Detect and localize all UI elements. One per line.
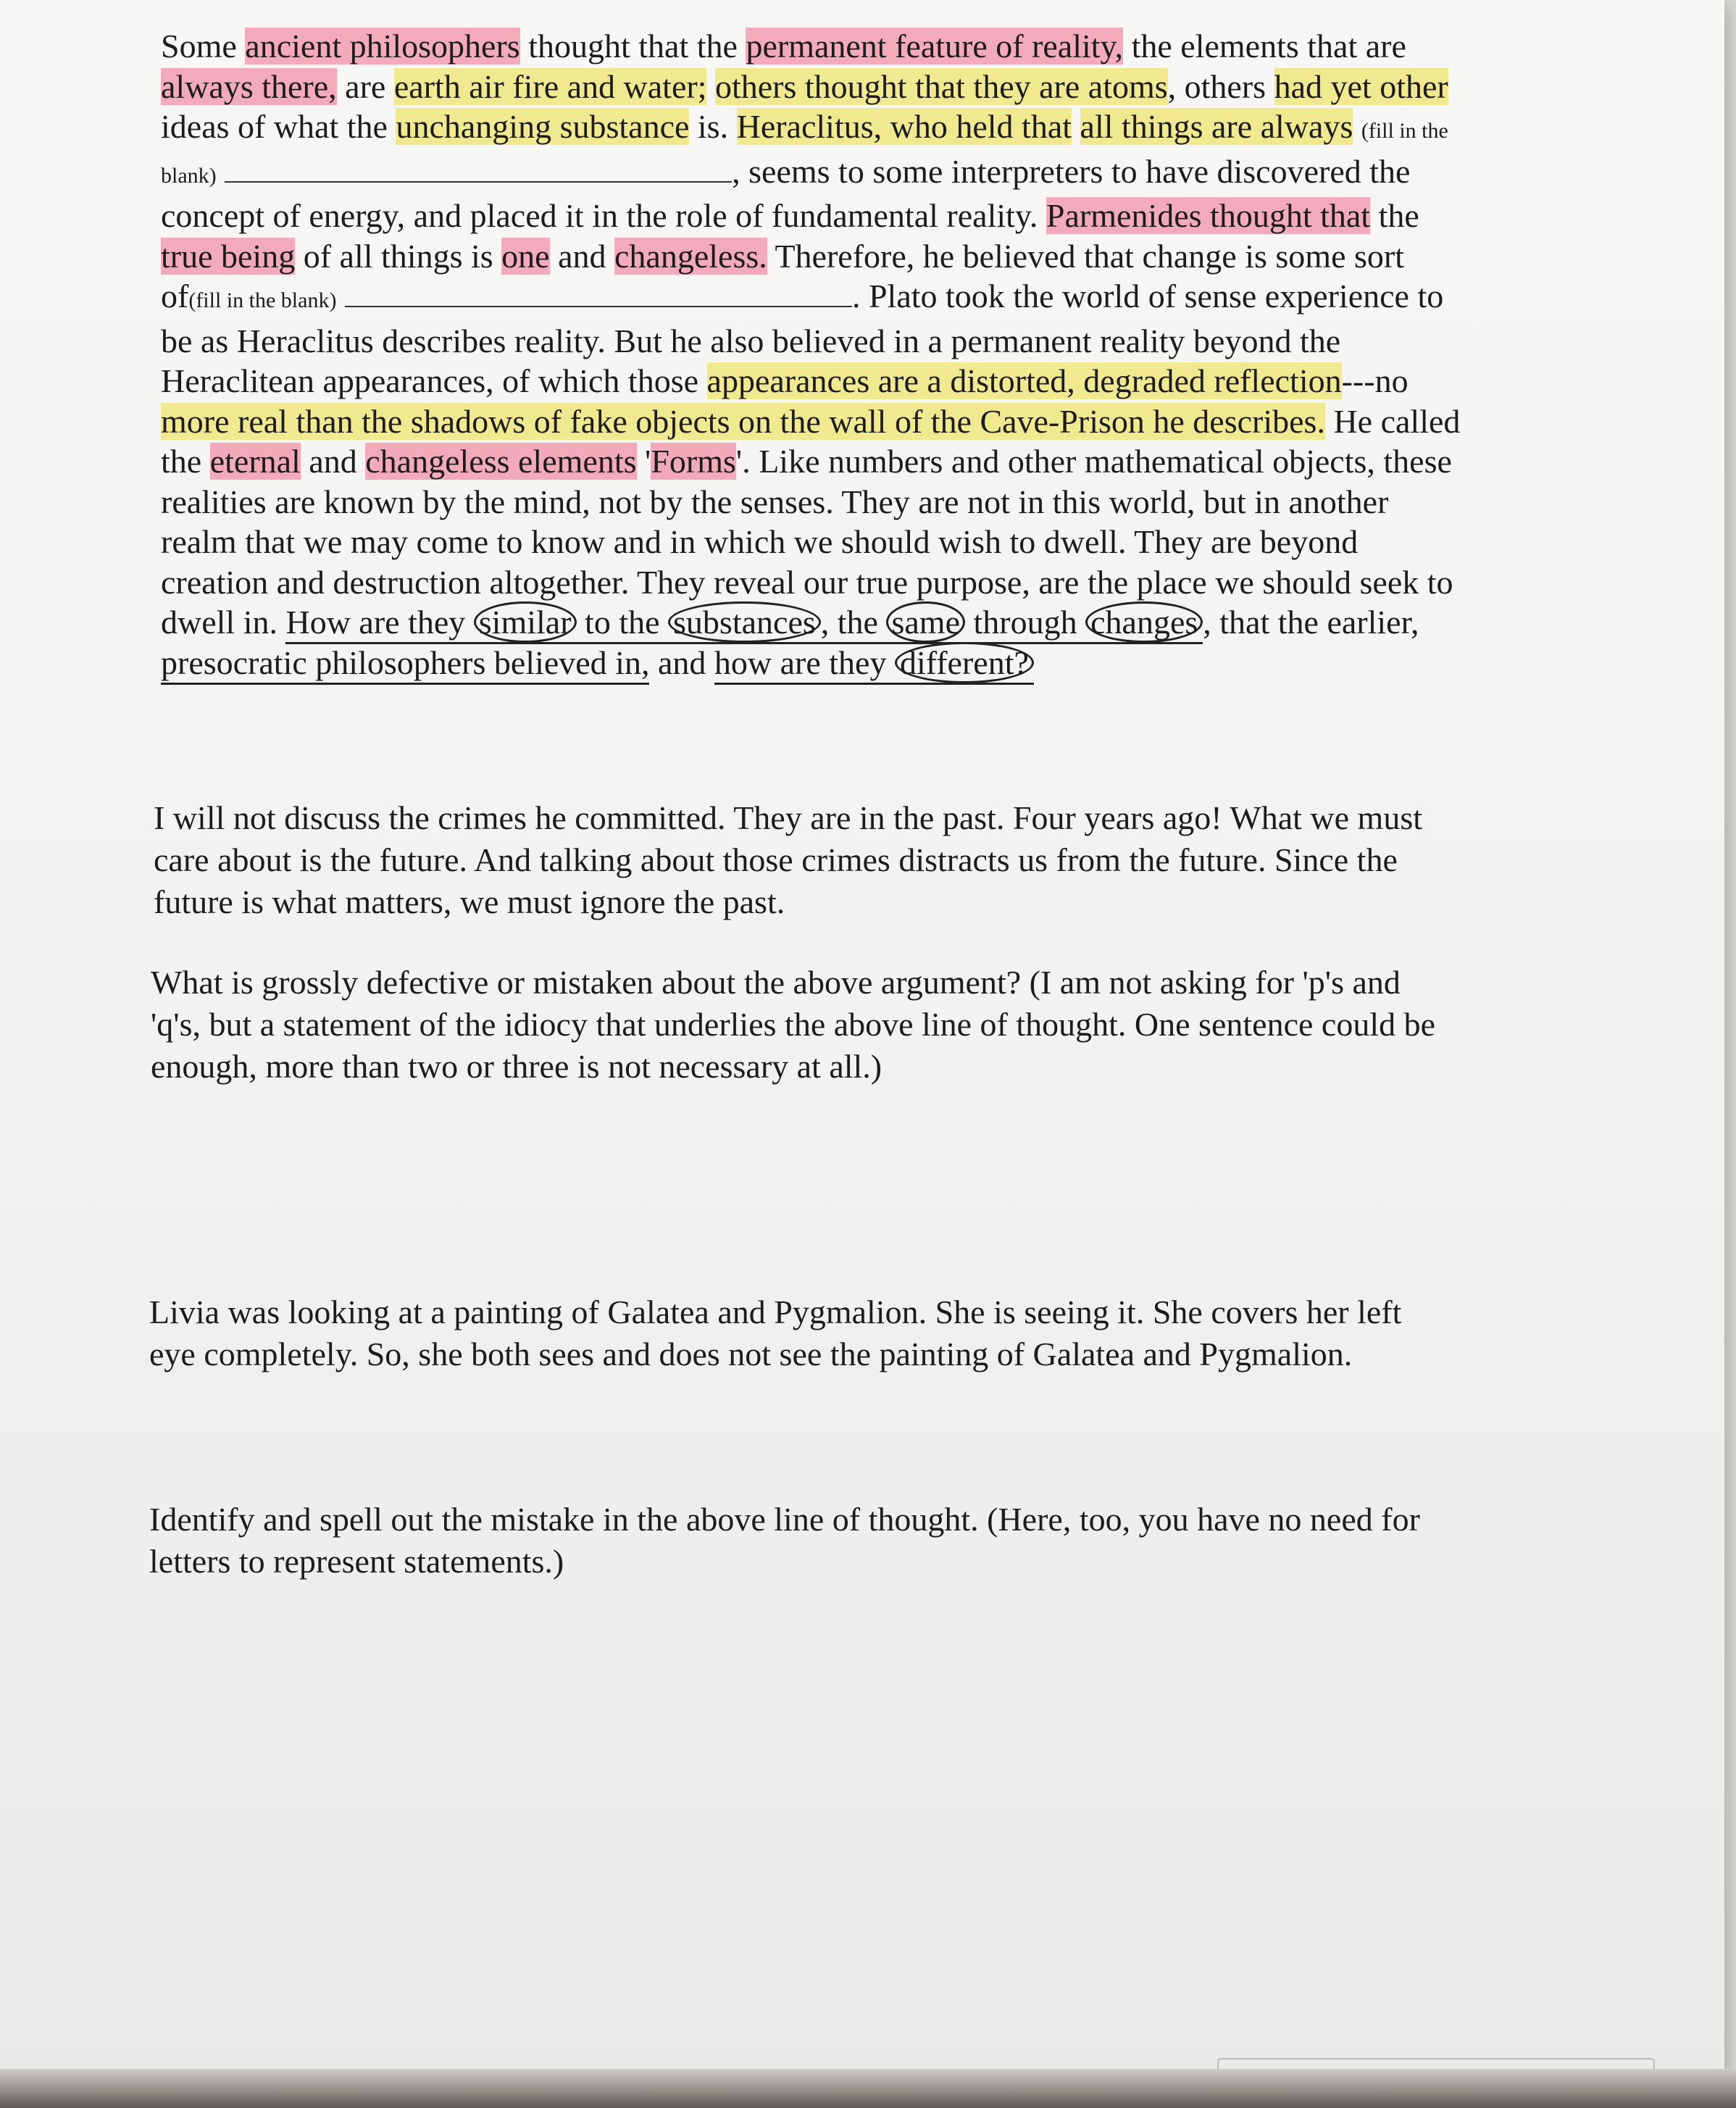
text-line: always there, are earth air fire and water; others thought that they are atoms, others had yet other — [161, 67, 1448, 105]
highlight-yellow: had yet other — [1274, 67, 1448, 105]
highlight-yellow: earth air fire and water; — [393, 67, 707, 105]
text-line: true being of all things is one and changeless. Therefore, he believed that change is some sort — [161, 237, 1404, 275]
pen-underline: How are they similar to the substances , the same through changes — [285, 604, 1203, 644]
passage-argument — [154, 797, 1552, 923]
text-line: dwell in. How are they similar to the substances , the same through changes , that the earlier, — [161, 602, 1552, 643]
text-line: realm that we may come to know and in which we should wish to dwell. They are beyond — [161, 523, 1359, 560]
highlight-pink: ancient philosophers — [245, 28, 520, 64]
highlight-pink: eternal — [209, 443, 301, 480]
text-line: enough, more than two or three is not necessary at all.) — [151, 1048, 882, 1085]
passage-philosophy — [161, 26, 1552, 683]
passage-livia — [149, 1291, 1548, 1375]
question-livia — [149, 1499, 1548, 1583]
text-line: eye completely. So, she both sees and does not see the painting of Galatea and Pygmalion. — [149, 1336, 1353, 1372]
text-line: realities are known by the mind, not by the senses. They are not in this world, but in another — [161, 483, 1389, 520]
text-line: Some ancient philosophers thought that the permanent feature of reality, the elements that are — [161, 28, 1406, 64]
text-line: I will not discuss the crimes he committed. They are in the past. Four years ago! What we must — [154, 799, 1423, 836]
highlight-yellow: more real than the shadows of fake objects on the wall of the Cave-Prison he describes. — [161, 402, 1325, 440]
text-line: 'q's, but a statement of the idiocy that underlies the above line of thought. One sentence could be — [151, 1006, 1436, 1043]
text-line: of(fill in the blank) . Plato took the world of sense experience to — [161, 278, 1444, 314]
text-line: ideas of what the unchanging substance is. Heraclitus, who held that all things are always (fill in the — [161, 108, 1448, 145]
highlight-yellow: others thought that they are atoms — [714, 67, 1168, 105]
text-line: future is what matters, we must ignore the past. — [154, 883, 785, 920]
pen-circle: similar — [474, 601, 577, 643]
highlight-pink: changeless elements — [365, 443, 637, 480]
table-surface — [0, 2069, 1736, 2108]
fill-in-blank[interactable] — [225, 180, 732, 183]
pen-circle: different? — [895, 642, 1034, 683]
text-line: Livia was looking at a painting of Galatea and Pygmalion. She is seeing it. She covers her left — [149, 1293, 1402, 1330]
highlight-yellow: unchanging substance — [396, 108, 690, 145]
text-line: creation and destruction altogether. They reveal our true purpose, are the place we should seek to — [161, 563, 1453, 601]
text-line: concept of energy, and placed it in the role of fundamental reality. Parmenides thought that the — [161, 197, 1419, 234]
highlight-yellow: appearances are a distorted, degraded reflection — [706, 362, 1342, 399]
highlight-pink: changeless. — [614, 237, 767, 275]
highlight-pink: permanent feature of reality, — [746, 28, 1124, 64]
text-line: Identify and spell out the mistake in the above line of thought. (Here, too, you have no need for — [149, 1501, 1420, 1538]
highlight-yellow: Heraclitus, who held that — [736, 108, 1072, 145]
fill-in-blank[interactable] — [345, 305, 852, 307]
highlight-pink: one — [501, 237, 550, 275]
text-line: Heraclitean appearances, of which those appearances are a distorted, degraded reflection---no — [161, 362, 1409, 399]
highlight-pink: true being — [161, 237, 296, 275]
text-line: care about is the future. And talking about those crimes distracts us from the future. Since the — [154, 841, 1398, 878]
text-line: blank) , seems to some interpreters to have discovered the — [161, 152, 1411, 190]
highlight-pink: Forms — [651, 443, 736, 480]
pen-circle: substances — [668, 601, 821, 643]
pen-circle: changes — [1085, 601, 1203, 643]
highlight-yellow: all things are always — [1080, 108, 1353, 145]
pen-underline: presocratic philosophers believed in, — [161, 644, 649, 685]
text-line: be as Heraclitus describes reality. But he also believed in a permanent reality beyond the — [161, 322, 1341, 359]
text-line: letters to represent statements.) — [149, 1543, 564, 1580]
pen-circle: same — [886, 601, 965, 643]
text-line: the eternal and changeless elements 'Forms'. Like numbers and other mathematical objects, these — [161, 443, 1452, 480]
text-line: more real than the shadows of fake objects on the wall of the Cave-Prison he describes. He called — [161, 402, 1461, 440]
question-argument — [151, 962, 1549, 1088]
text-line: presocratic philosophers believed in, and how are they different? — [161, 643, 1552, 683]
highlight-pink: Parmenides thought that — [1046, 197, 1371, 234]
text-line: What is grossly defective or mistaken about the above argument? (I am not asking for 'p's and — [151, 964, 1401, 1001]
highlight-pink: always there, — [161, 67, 337, 105]
pen-underline: how are they different? — [714, 644, 1034, 685]
